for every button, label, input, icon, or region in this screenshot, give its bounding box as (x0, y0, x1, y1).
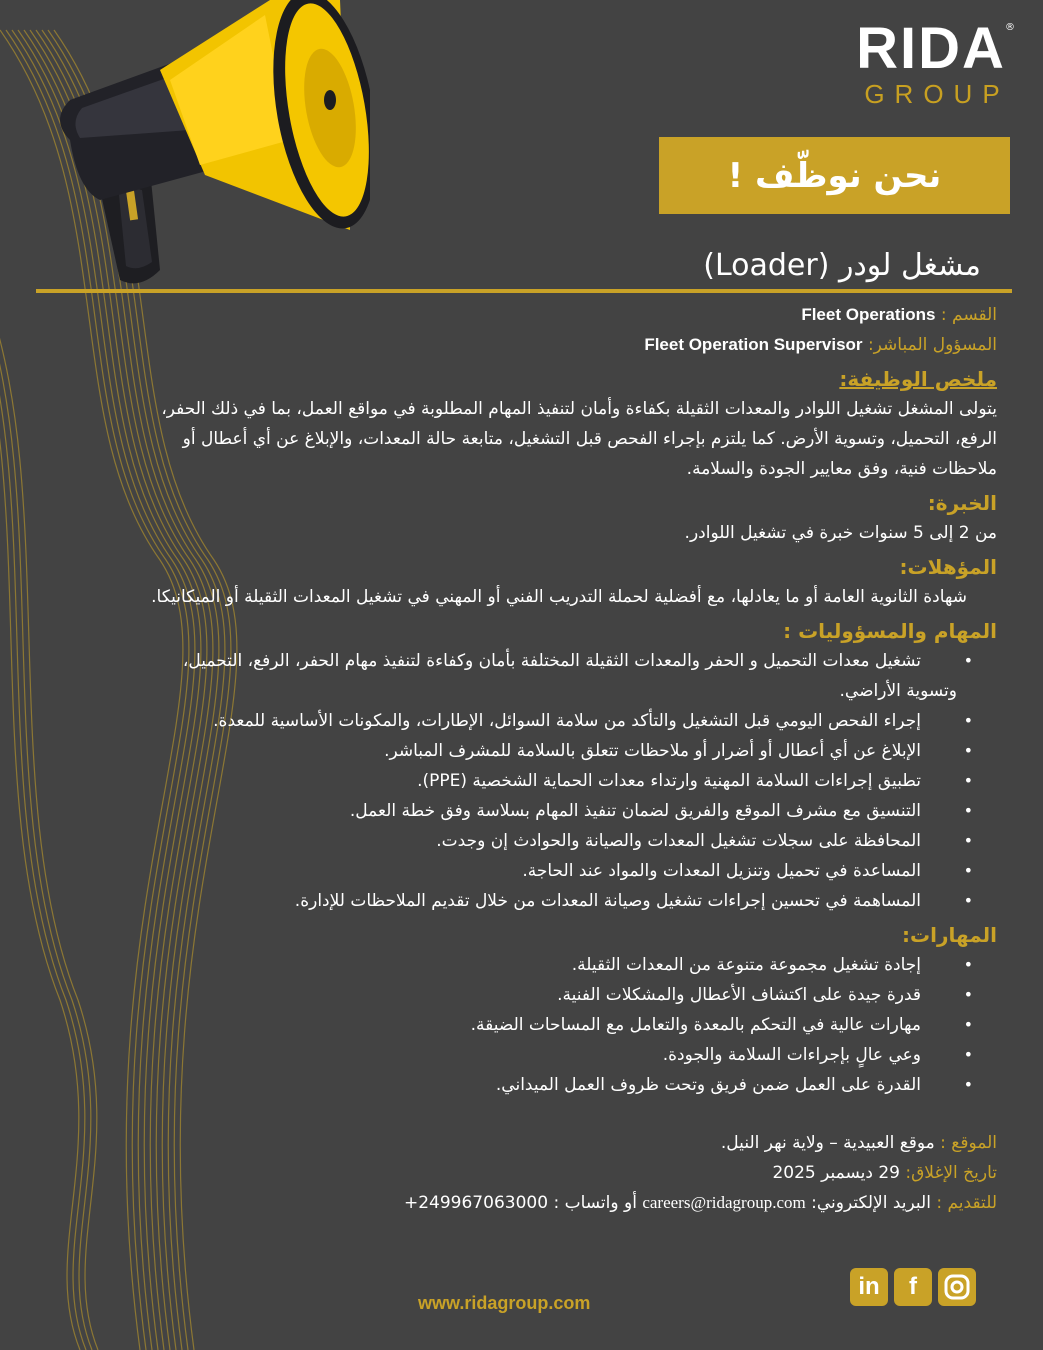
skills-list (47, 950, 997, 1100)
email-label: البريد الإلكتروني: (811, 1193, 931, 1213)
closing-date-label: تاريخ الإغلاق: (905, 1163, 997, 1183)
summary-line: يتولى المشغل تشغيل اللوادر والمعدات الثقيلة بكفاءة وأمان لتنفيذ المهام المطلوبة في مواقع العمل، بما في ذلك الحفر، (161, 399, 997, 419)
facebook-glyph: f (909, 1273, 917, 1300)
instagram-glyph (944, 1274, 970, 1300)
summary-line: ملاحظات فنية، وفق معايير الجودة والسلامة. (686, 459, 997, 479)
list-item: • المحافظة على سجلات تشغيل المعدات والصيانة والحوادث إن وجدت. (47, 826, 921, 856)
email-link[interactable]: careers@ridagroup.com (642, 1193, 806, 1212)
logo-brand: RIDA (856, 16, 1006, 81)
list-item-continuation: وتسوية الأراضي. (839, 681, 957, 701)
linkedin-icon[interactable] (850, 1268, 888, 1306)
registered-mark: ® (1005, 22, 1015, 33)
facebook-icon[interactable] (894, 1268, 932, 1306)
experience-text: من 2 إلى 5 سنوات خبرة في تشغيل اللوادر. (684, 523, 997, 543)
skills-heading: المهارات: (902, 923, 997, 947)
social-links (850, 1268, 976, 1306)
list-item: • القدرة على العمل ضمن فريق وتحت ظروف العمل الميداني. (47, 1070, 921, 1100)
list-item: • وعي عالٍ بإجراءات السلامة والجودة. (47, 1040, 921, 1070)
location-label: الموقع : (940, 1133, 997, 1153)
duties-list (47, 646, 997, 676)
department-label: القسم : (940, 305, 997, 325)
hiring-banner-text: نحن نوظّف ! (727, 155, 942, 196)
job-title: مشغل لودر (Loader) (703, 248, 981, 283)
list-item: • الإبلاغ عن أي أعطال أو أضرار أو ملاحظات تتعلق بالسلامة للمشرف المباشر. (47, 736, 921, 766)
list-item: • المساعدة في تحميل وتنزيل المعدات والمواد عند الحاجة. (47, 856, 921, 886)
manager-label: المسؤول المباشر: (867, 335, 997, 355)
title-divider (36, 289, 1012, 293)
manager-value: Fleet Operation Supervisor (644, 335, 863, 354)
location-row (404, 1128, 997, 1158)
list-item: • إجادة تشغيل مجموعة متنوعة من المعدات الثقيلة. (47, 950, 921, 980)
list-item: • المساهمة في تحسين إجراءات تشغيل وصيانة المعدات من خلال تقديم الملاحظات للإدارة. (47, 886, 921, 916)
duties-list-rest (47, 706, 997, 916)
hiring-banner (659, 137, 1010, 214)
manager-row (47, 330, 997, 360)
qualifications-heading: المؤهلات: (899, 555, 997, 579)
list-item: • إجراء الفحص اليومي قبل التشغيل والتأكد من سلامة السوائل، الإطارات، والمكونات الأساسية للمعدة. (47, 706, 921, 736)
website-link[interactable]: www.ridagroup.com (418, 1293, 591, 1313)
instagram-icon[interactable] (938, 1268, 976, 1306)
closing-date-value: 29 ديسمبر 2025 (772, 1163, 900, 1183)
application-info (404, 1128, 997, 1218)
qualifications-text: شهادة الثانوية العامة أو ما يعادلها، مع أفضلية لحملة التدريب الفني أو المهني في تشغيل المعدات الثقيلة أو الميكانيكا. (151, 587, 967, 607)
linkedin-glyph: in (858, 1273, 880, 1300)
list-item: • تشغيل معدات التحميل و الحفر والمعدات الثقيلة المختلفة بأمان وكفاءة لتنفيذ مهام الحفر، الرفع، التحميل، (47, 646, 921, 676)
phone-number[interactable]: +249967063000 (403, 1193, 549, 1213)
duties-heading: المهام والمسؤوليات : (783, 619, 997, 643)
megaphone-icon (40, 0, 370, 300)
apply-row (404, 1188, 997, 1218)
company-logo (851, 16, 1015, 109)
department-row (47, 300, 997, 330)
experience-heading: الخبرة: (927, 491, 997, 515)
department-value: Fleet Operations (801, 305, 936, 324)
list-item: • التنسيق مع مشرف الموقع والفريق لضمان تنفيذ المهام بسلاسة وفق خطة العمل. (47, 796, 921, 826)
list-item: • قدرة جيدة على اكتشاف الأعطال والمشكلات الفنية. (47, 980, 921, 1010)
summary-line: الرفع، التحميل، وتسوية الأرض. كما يلتزم بإجراء الفحص قبل التشغيل، متابعة حالة المعدات، والإبلاغ عن أي أعطال أو (182, 429, 997, 449)
location-value: موقع العبيدية – ولاية نهر النيل. (720, 1133, 935, 1153)
summary-text (47, 394, 997, 484)
list-item: • مهارات عالية في التحكم بالمعدة والتعامل مع المساحات الضيقة. (47, 1010, 921, 1040)
whatsapp-label: واتساب : (553, 1193, 619, 1213)
or-text: أو (624, 1193, 637, 1213)
job-details (47, 300, 997, 1100)
closing-date-row (404, 1158, 997, 1188)
list-item: • تطبيق إجراءات السلامة المهنية وارتداء معدات الحماية الشخصية (PPE). (47, 766, 921, 796)
apply-label: للتقديم : (936, 1193, 997, 1213)
logo-subtitle: GROUP (864, 79, 1010, 109)
summary-heading: ملخص الوظيفة: (839, 367, 997, 391)
